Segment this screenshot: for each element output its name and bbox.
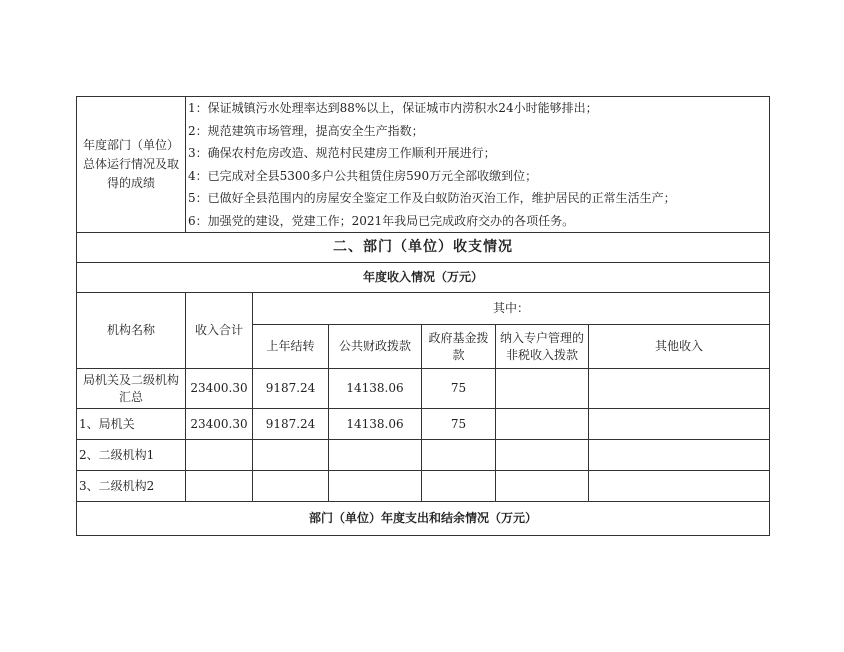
row-fund bbox=[422, 471, 496, 502]
row-org: 1、局机关 bbox=[77, 409, 186, 440]
section-title: 二、部门（单位）收支情况 bbox=[77, 233, 770, 263]
row-carryover: 9187.24 bbox=[253, 409, 329, 440]
header-org: 机构名称 bbox=[77, 293, 186, 369]
row-fund bbox=[422, 440, 496, 471]
header-total: 收入合计 bbox=[186, 293, 253, 369]
table-row bbox=[77, 409, 770, 440]
row-org: 3、二级机构2 bbox=[77, 471, 186, 502]
row-carryover bbox=[253, 440, 329, 471]
row-fiscal: 14138.06 bbox=[329, 369, 422, 409]
row-total: 23400.30 bbox=[186, 409, 253, 440]
row-org: 2、二级机构1 bbox=[77, 440, 186, 471]
overview-item: 2：规范建筑市场管理，提高安全生产指数； bbox=[188, 123, 424, 138]
row-other bbox=[589, 409, 770, 440]
row-nontax bbox=[496, 440, 589, 471]
row-nontax bbox=[496, 471, 589, 502]
row-other bbox=[589, 471, 770, 502]
header-fiscal: 公共财政拨款 bbox=[329, 325, 422, 369]
row-fund: 75 bbox=[422, 369, 496, 409]
expense-title: 部门（单位）年度支出和结余情况（万元） bbox=[77, 502, 770, 536]
header-nontax: 纳入专户管理的非税收入拨款 bbox=[496, 325, 589, 369]
header-fund: 政府基金拨款 bbox=[422, 325, 496, 369]
header-among: 其中： bbox=[253, 293, 770, 325]
row-org: 局机关及二级机构汇总 bbox=[77, 369, 186, 409]
row-nontax bbox=[496, 409, 589, 440]
overview-item: 1：保证城镇污水处理率达到88%以上，保证城市内涝积水24小时能够排出； bbox=[188, 101, 598, 115]
row-fiscal bbox=[329, 471, 422, 502]
row-total: 23400.30 bbox=[186, 369, 253, 409]
row-carryover: 9187.24 bbox=[253, 369, 329, 409]
row-nontax bbox=[496, 369, 589, 409]
row-fiscal bbox=[329, 440, 422, 471]
header-other: 其他收入 bbox=[589, 325, 770, 369]
overview-item: 4：已完成对全县5300多户公共租赁住房590万元全部收缴到位； bbox=[188, 168, 538, 183]
overview-item: 6：加强党的建设，党建工作；2021年我局已完成政府交办的各项任务。 bbox=[188, 213, 575, 228]
overview-label: 年度部门（单位）总体运行情况及取得的成绩 bbox=[77, 97, 186, 233]
overview-item: 5：已做好全县范围内的房屋安全鉴定工作及白蚁防治灭治工作，维护居民的正常生活生产； bbox=[188, 191, 676, 205]
row-other bbox=[589, 369, 770, 409]
header-carryover: 上年结转 bbox=[253, 325, 329, 369]
table-row bbox=[77, 440, 770, 471]
report-table bbox=[76, 96, 770, 536]
row-other bbox=[589, 440, 770, 471]
row-fiscal: 14138.06 bbox=[329, 409, 422, 440]
table-row bbox=[77, 471, 770, 502]
row-carryover bbox=[253, 471, 329, 502]
row-total bbox=[186, 471, 253, 502]
row-fund: 75 bbox=[422, 409, 496, 440]
overview-item: 3：确保农村危房改造、规范村民建房工作顺利开展进行； bbox=[188, 146, 496, 160]
row-total bbox=[186, 440, 253, 471]
overview-items bbox=[186, 97, 770, 233]
table-row bbox=[77, 369, 770, 409]
income-title: 年度收入情况（万元） bbox=[77, 263, 770, 293]
